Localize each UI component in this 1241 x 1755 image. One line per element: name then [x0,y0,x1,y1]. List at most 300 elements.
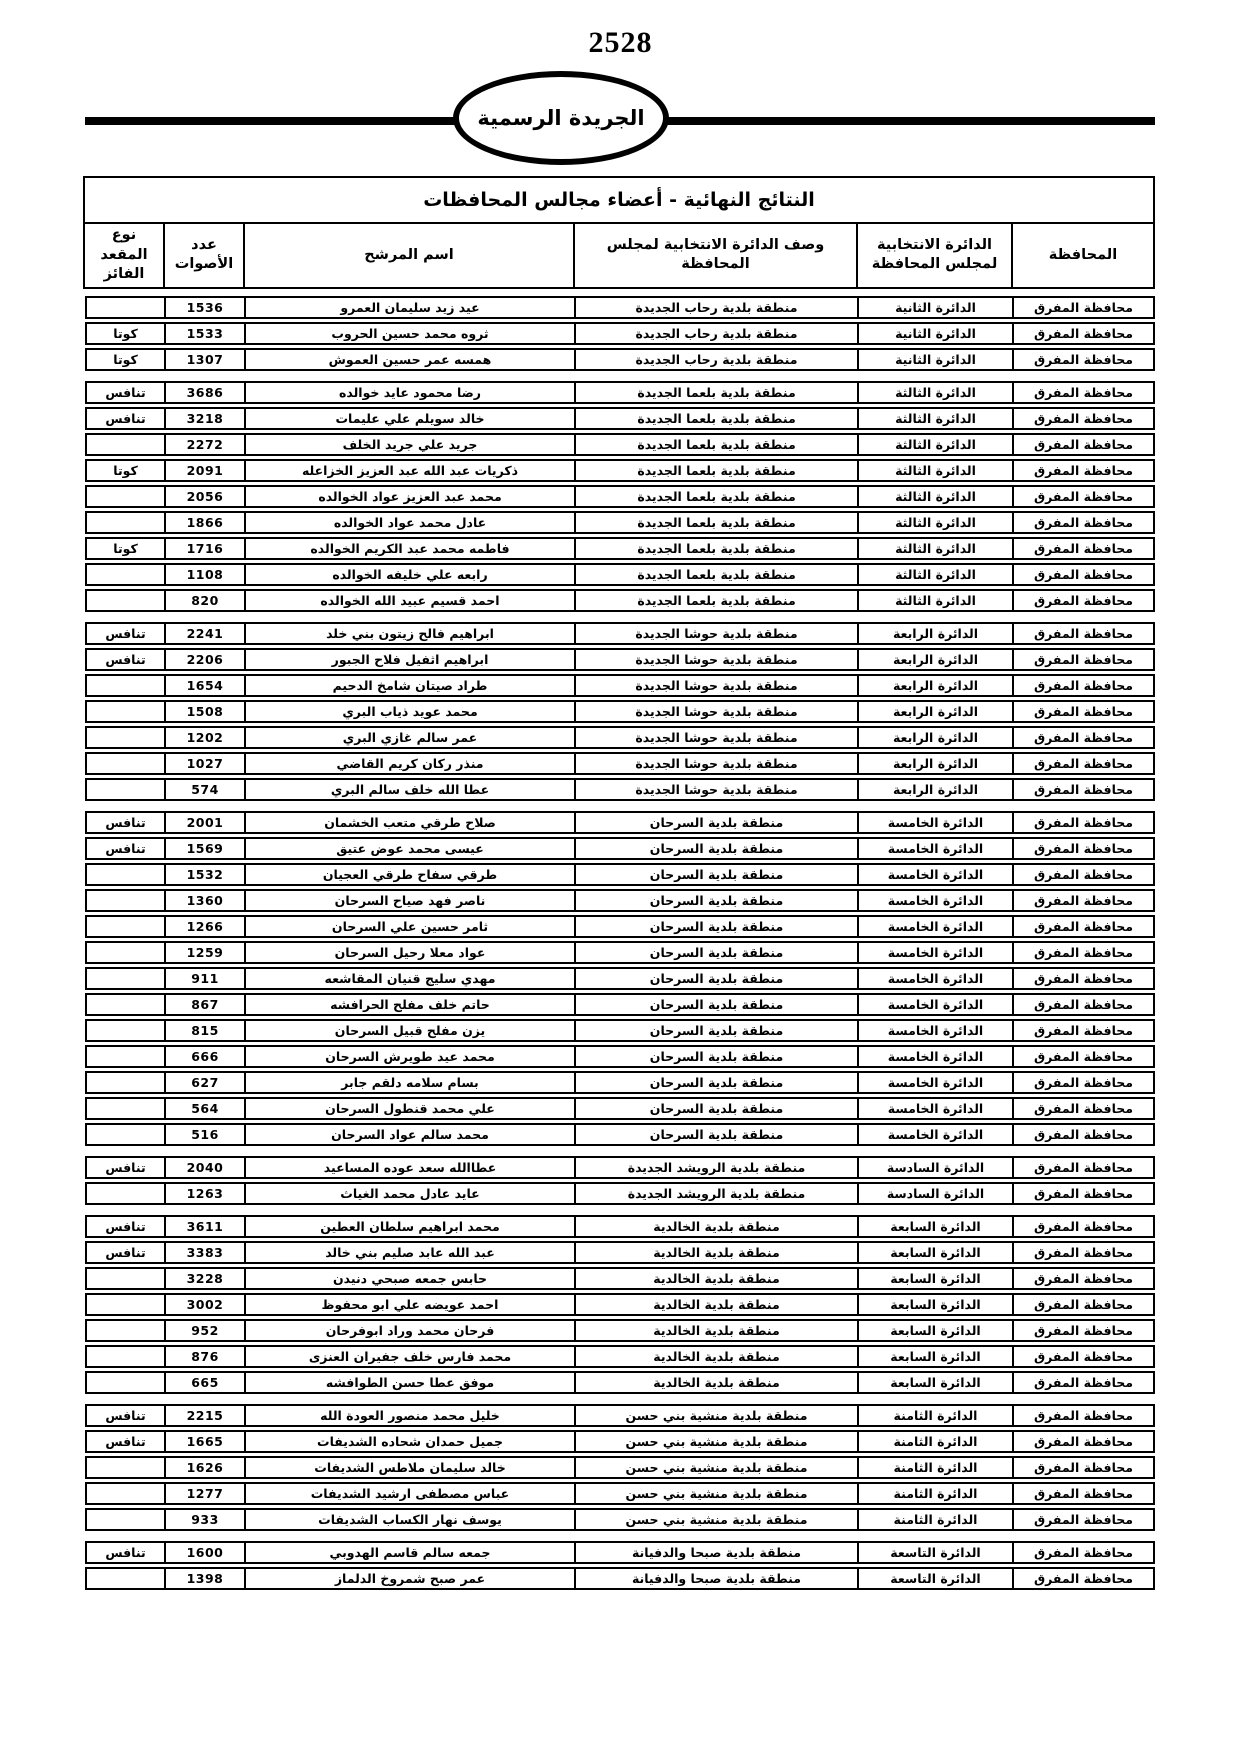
cell-votes: 666 [165,1045,245,1068]
cell-district-description: منطقة بلدية بلعما الجديدة [575,511,858,534]
cell-governorate: محافظة المفرق [1013,1482,1155,1505]
page-number: 2528 [588,26,653,59]
candidate-row [85,563,1155,586]
candidate-row [85,1567,1155,1590]
cell-district-description: منطقة بلدية حوشا الجديدة [575,648,858,671]
cell-district: الدائرة الخامسة [858,967,1013,990]
cell-votes: 1202 [165,726,245,749]
candidate-row [85,1482,1155,1505]
cell-votes: 2001 [165,811,245,834]
cell-seat-type: تنافس [85,622,165,645]
candidate-row [85,1404,1155,1427]
cell-seat-type: تنافس [85,381,165,404]
cell-candidate-name: طرقي سفاح طرقي العجيان [245,863,575,886]
cell-seat-type [85,1567,165,1590]
cell-seat-type [85,752,165,775]
cell-governorate: محافظة المفرق [1013,863,1155,886]
cell-candidate-name: يزن مفلح قبيل السرحان [245,1019,575,1042]
cell-district-description: منطقة بلدية بلعما الجديدة [575,537,858,560]
cell-district-description: منطقة بلدية منشية بني حسن [575,1482,858,1505]
cell-district-description: منطقة بلدية بلعما الجديدة [575,407,858,430]
cell-district-description: منطقة بلدية بلعما الجديدة [575,433,858,456]
cell-candidate-name: محمد عويد ذياب البري [245,700,575,723]
cell-seat-type [85,1071,165,1094]
candidate-row [85,1071,1155,1094]
cell-district: الدائرة الرابعة [858,648,1013,671]
cell-seat-type [85,511,165,534]
candidate-row [85,674,1155,697]
cell-votes: 1263 [165,1182,245,1205]
cell-district: الدائرة الخامسة [858,811,1013,834]
cell-votes: 665 [165,1371,245,1394]
cell-district: الدائرة التاسعة [858,1541,1013,1564]
cell-seat-type [85,778,165,801]
cell-governorate: محافظة المفرق [1013,381,1155,404]
cell-seat-type [85,1482,165,1505]
cell-votes: 1654 [165,674,245,697]
cell-seat-type: تنافس [85,648,165,671]
cell-seat-type: كوتا [85,537,165,560]
cell-candidate-name: خليل محمد منصور العودة الله [245,1404,575,1427]
candidate-row [85,1430,1155,1453]
cell-votes: 911 [165,967,245,990]
cell-votes: 876 [165,1345,245,1368]
cell-seat-type [85,1267,165,1290]
cell-votes: 1108 [165,563,245,586]
candidate-row [85,1097,1155,1120]
cell-candidate-name: احمد عويضه علي ابو محفوظ [245,1293,575,1316]
cell-seat-type [85,1345,165,1368]
cell-governorate: محافظة المفرق [1013,459,1155,482]
cell-votes: 3218 [165,407,245,430]
cell-governorate: محافظة المفرق [1013,537,1155,560]
cell-district-description: منطقة بلدية بلعما الجديدة [575,485,858,508]
cell-governorate: محافظة المفرق [1013,1371,1155,1394]
cell-candidate-name: رضا محمود عايد خوالده [245,381,575,404]
cell-votes: 564 [165,1097,245,1120]
candidate-row [85,1156,1155,1179]
cell-candidate-name: ناصر فهد صياح السرحان [245,889,575,912]
cell-district-description: منطقة بلدية حوشا الجديدة [575,622,858,645]
cell-votes: 1508 [165,700,245,723]
column-header-candidate: اسم المرشح [244,223,574,288]
cell-governorate: محافظة المفرق [1013,589,1155,612]
cell-district: الدائرة الثالثة [858,381,1013,404]
cell-district-description: منطقة بلدية السرحان [575,811,858,834]
cell-district: الدائرة الثالثة [858,563,1013,586]
cell-seat-type [85,1182,165,1205]
cell-seat-type: تنافس [85,811,165,834]
cell-votes: 1360 [165,889,245,912]
cell-seat-type [85,563,165,586]
cell-district: الدائرة الثامنة [858,1508,1013,1531]
cell-governorate: محافظة المفرق [1013,700,1155,723]
cell-votes: 1665 [165,1430,245,1453]
cell-district-description: منطقة بلدية حوشا الجديدة [575,726,858,749]
cell-governorate: محافظة المفرق [1013,1541,1155,1564]
cell-seat-type [85,1293,165,1316]
cell-governorate: محافظة المفرق [1013,348,1155,371]
district-group [85,1153,1155,1208]
candidate-row [85,348,1155,371]
column-header-governorate: المحافظة [1012,223,1154,288]
cell-district: الدائرة السابعة [858,1267,1013,1290]
cell-district-description: منطقة بلدية صبحا والدفيانة [575,1567,858,1590]
candidate-row [85,511,1155,534]
cell-candidate-name: بسام سلامه دلقم جابر [245,1071,575,1094]
cell-candidate-name: محمد فارس خلف جفيران العنزى [245,1345,575,1368]
cell-district: الدائرة الرابعة [858,700,1013,723]
cell-seat-type: كوتا [85,322,165,345]
cell-seat-type [85,485,165,508]
cell-governorate: محافظة المفرق [1013,322,1155,345]
cell-candidate-name: عطا الله خلف سالم البري [245,778,575,801]
cell-district: الدائرة السابعة [858,1319,1013,1342]
cell-governorate: محافظة المفرق [1013,1123,1155,1146]
cell-district: الدائرة السادسة [858,1156,1013,1179]
cell-candidate-name: عبد الله عابد صليم بني خالد [245,1241,575,1264]
cell-district: الدائرة الخامسة [858,889,1013,912]
cell-district: الدائرة الرابعة [858,752,1013,775]
candidate-row [85,1241,1155,1264]
cell-district-description: منطقة بلدية رحاب الجديدة [575,296,858,319]
district-group [85,619,1155,804]
cell-seat-type [85,1019,165,1042]
cell-district: الدائرة الرابعة [858,726,1013,749]
cell-governorate: محافظة المفرق [1013,407,1155,430]
cell-governorate: محافظة المفرق [1013,674,1155,697]
cell-governorate: محافظة المفرق [1013,1430,1155,1453]
cell-district-description: منطقة بلدية السرحان [575,1045,858,1068]
cell-governorate: محافظة المفرق [1013,915,1155,938]
candidate-row [85,700,1155,723]
cell-district-description: منطقة بلدية الخالدية [575,1371,858,1394]
cell-seat-type [85,296,165,319]
candidate-row [85,967,1155,990]
column-header-district: الدائرة الانتخابية لمجلس المحافظة [857,223,1012,288]
candidate-row [85,993,1155,1016]
cell-district-description: منطقة بلدية منشية بني حسن [575,1430,858,1453]
cell-district: الدائرة السابعة [858,1345,1013,1368]
cell-seat-type [85,1508,165,1531]
cell-candidate-name: عطاالله سعد عوده المساعيد [245,1156,575,1179]
district-group [85,1401,1155,1534]
cell-candidate-name: يوسف نهار الكساب الشديفات [245,1508,575,1531]
cell-candidate-name: رابعه علي خليفه الخوالده [245,563,575,586]
cell-votes: 1536 [165,296,245,319]
cell-seat-type [85,863,165,886]
cell-seat-type [85,589,165,612]
cell-governorate: محافظة المفرق [1013,1267,1155,1290]
cell-district: الدائرة التاسعة [858,1567,1013,1590]
cell-governorate: محافظة المفرق [1013,1293,1155,1316]
cell-district-description: منطقة بلدية السرحان [575,1071,858,1094]
cell-seat-type: تنافس [85,1430,165,1453]
candidate-row [85,1371,1155,1394]
cell-votes: 1569 [165,837,245,860]
cell-votes: 3686 [165,381,245,404]
cell-candidate-name: عمر سالم غازي البري [245,726,575,749]
cell-district-description: منطقة بلدية الرويشد الجديدة [575,1182,858,1205]
results-table-header [83,176,1155,289]
cell-candidate-name: عواد معلا رحيل السرحان [245,941,575,964]
cell-candidate-name: عيسى محمد عوض عتيق [245,837,575,860]
cell-governorate: محافظة المفرق [1013,1019,1155,1042]
cell-district: الدائرة الرابعة [858,674,1013,697]
cell-votes: 3002 [165,1293,245,1316]
column-header-votes: عدد الأصوات [164,223,244,288]
cell-seat-type: تنافس [85,837,165,860]
candidate-row [85,381,1155,404]
candidate-row [85,622,1155,645]
cell-candidate-name: موفق عطا حسن الطوافشه [245,1371,575,1394]
candidate-row [85,1541,1155,1564]
table-title-row [84,177,1154,223]
cell-candidate-name: مهدي سليج قنيان المقاشعه [245,967,575,990]
cell-district-description: منطقة بلدية رحاب الجديدة [575,322,858,345]
cell-votes: 3383 [165,1241,245,1264]
cell-district-description: منطقة بلدية السرحان [575,941,858,964]
cell-governorate: محافظة المفرق [1013,648,1155,671]
cell-seat-type: تنافس [85,407,165,430]
cell-governorate: محافظة المفرق [1013,1567,1155,1590]
cell-district: الدائرة الرابعة [858,622,1013,645]
cell-district-description: منطقة بلدية الخالدية [575,1215,858,1238]
cell-votes: 1259 [165,941,245,964]
cell-district: الدائرة الثالثة [858,407,1013,430]
cell-governorate: محافظة المفرق [1013,837,1155,860]
cell-votes: 3228 [165,1267,245,1290]
cell-votes: 1277 [165,1482,245,1505]
cell-votes: 2241 [165,622,245,645]
masthead [85,68,1155,178]
cell-seat-type [85,674,165,697]
cell-district: الدائرة الثامنة [858,1456,1013,1479]
column-header-row [84,223,1154,288]
cell-votes: 933 [165,1508,245,1531]
candidate-row [85,296,1155,319]
cell-district-description: منطقة بلدية الخالدية [575,1267,858,1290]
cell-votes: 952 [165,1319,245,1342]
cell-district: الدائرة الخامسة [858,863,1013,886]
cell-candidate-name: جريد علي جريد الخلف [245,433,575,456]
cell-seat-type [85,967,165,990]
cell-district: الدائرة الثالثة [858,433,1013,456]
candidate-row [85,537,1155,560]
cell-district-description: منطقة بلدية الخالدية [575,1293,858,1316]
candidate-row [85,1456,1155,1479]
candidate-row [85,863,1155,886]
cell-candidate-name: منذر ركان كريم القاضي [245,752,575,775]
cell-seat-type: تنافس [85,1404,165,1427]
cell-seat-type [85,1123,165,1146]
cell-candidate-name: محمد عبد العزيز عواد الخوالده [245,485,575,508]
cell-votes: 1866 [165,511,245,534]
cell-seat-type: تنافس [85,1541,165,1564]
cell-governorate: محافظة المفرق [1013,1097,1155,1120]
cell-governorate: محافظة المفرق [1013,1456,1155,1479]
cell-candidate-name: محمد عيد طويرش السرحان [245,1045,575,1068]
cell-seat-type [85,889,165,912]
cell-votes: 2206 [165,648,245,671]
cell-seat-type [85,993,165,1016]
candidate-row [85,889,1155,912]
cell-candidate-name: طراد صيتان شامخ الدحيم [245,674,575,697]
candidate-row [85,1123,1155,1146]
cell-candidate-name: عباس مصطفى ارشيد الشديفات [245,1482,575,1505]
cell-seat-type [85,700,165,723]
column-header-seat-type: نوع المقعد الفائز [84,223,164,288]
candidate-row [85,459,1155,482]
cell-district-description: منطقة بلدية بلعما الجديدة [575,381,858,404]
cell-district-description: منطقة بلدية الرويشد الجديدة [575,1156,858,1179]
cell-district-description: منطقة بلدية السرحان [575,993,858,1016]
cell-district-description: منطقة بلدية الخالدية [575,1345,858,1368]
cell-seat-type [85,1097,165,1120]
cell-district: الدائرة السادسة [858,1182,1013,1205]
cell-governorate: محافظة المفرق [1013,967,1155,990]
cell-governorate: محافظة المفرق [1013,1215,1155,1238]
cell-candidate-name: فاطمه محمد عبد الكريم الخوالده [245,537,575,560]
cell-votes: 1398 [165,1567,245,1590]
cell-district-description: منطقة بلدية السرحان [575,915,858,938]
cell-votes: 815 [165,1019,245,1042]
cell-governorate: محافظة المفرق [1013,993,1155,1016]
candidate-row [85,485,1155,508]
cell-candidate-name: عمر صبح شمروخ الدلماز [245,1567,575,1590]
cell-district: الدائرة الثالثة [858,485,1013,508]
candidate-row [85,1345,1155,1368]
cell-governorate: محافظة المفرق [1013,778,1155,801]
cell-district: الدائرة الثالثة [858,537,1013,560]
cell-district: الدائرة الخامسة [858,941,1013,964]
cell-votes: 1307 [165,348,245,371]
cell-governorate: محافظة المفرق [1013,1508,1155,1531]
cell-district-description: منطقة بلدية السرحان [575,837,858,860]
candidate-row [85,1215,1155,1238]
cell-governorate: محافظة المفرق [1013,1241,1155,1264]
cell-seat-type [85,1371,165,1394]
district-group [85,808,1155,1149]
cell-district-description: منطقة بلدية بلعما الجديدة [575,563,858,586]
cell-district: الدائرة السابعة [858,1293,1013,1316]
cell-votes: 1266 [165,915,245,938]
candidate-row [85,837,1155,860]
candidate-row [85,941,1155,964]
cell-candidate-name: عيد زيد سليمان العمرو [245,296,575,319]
cell-candidate-name: فرحان محمد وراد ابوفرحان [245,1319,575,1342]
cell-governorate: محافظة المفرق [1013,1182,1155,1205]
column-header-district-description: وصف الدائرة الانتخابية لمجلس المحافظة [574,223,857,288]
cell-district-description: منطقة بلدية منشية بني حسن [575,1508,858,1531]
cell-votes: 2272 [165,433,245,456]
candidate-row [85,726,1155,749]
cell-district-description: منطقة بلدية الخالدية [575,1319,858,1342]
cell-candidate-name: ثامر حسين علي السرحان [245,915,575,938]
cell-governorate: محافظة المفرق [1013,811,1155,834]
candidate-row [85,915,1155,938]
cell-candidate-name: عادل محمد عواد الخوالده [245,511,575,534]
district-group [85,1212,1155,1397]
results-table [85,176,1155,1593]
cell-votes: 1626 [165,1456,245,1479]
cell-district: الدائرة الثانية [858,322,1013,345]
cell-district-description: منطقة بلدية حوشا الجديدة [575,778,858,801]
cell-district-description: منطقة بلدية رحاب الجديدة [575,348,858,371]
cell-seat-type [85,941,165,964]
cell-candidate-name: خالد سويلم علي عليمات [245,407,575,430]
cell-candidate-name: ذكريات عبد الله عبد العزيز الخزاعله [245,459,575,482]
cell-votes: 1027 [165,752,245,775]
cell-governorate: محافظة المفرق [1013,433,1155,456]
candidate-row [85,1045,1155,1068]
gazette-seal [453,71,669,165]
cell-candidate-name: ابراهيم فالح زيتون بني خلد [245,622,575,645]
cell-seat-type [85,1045,165,1068]
cell-votes: 516 [165,1123,245,1146]
cell-district: الدائرة السابعة [858,1371,1013,1394]
cell-district: الدائرة الثامنة [858,1430,1013,1453]
cell-governorate: محافظة المفرق [1013,1404,1155,1427]
cell-district: الدائرة السابعة [858,1215,1013,1238]
candidate-row [85,1508,1155,1531]
cell-governorate: محافظة المفرق [1013,622,1155,645]
cell-candidate-name: ثروه محمد حسين الحروب [245,322,575,345]
cell-candidate-name: علي محمد قنطول السرحان [245,1097,575,1120]
cell-votes: 1600 [165,1541,245,1564]
cell-district-description: منطقة بلدية السرحان [575,967,858,990]
cell-seat-type: تنافس [85,1241,165,1264]
candidate-row [85,407,1155,430]
district-group [85,378,1155,615]
cell-candidate-name: حابس جمعه صبحي دنيدن [245,1267,575,1290]
cell-district-description: منطقة بلدية السرحان [575,1123,858,1146]
candidate-row [85,752,1155,775]
cell-candidate-name: جمعه سالم قاسم الهدوبي [245,1541,575,1564]
cell-district-description: منطقة بلدية منشية بني حسن [575,1404,858,1427]
cell-district: الدائرة الثالثة [858,459,1013,482]
cell-seat-type [85,915,165,938]
cell-seat-type [85,726,165,749]
gazette-name: الجريدة الرسمية [477,106,645,130]
cell-district: الدائرة الخامسة [858,1123,1013,1146]
cell-governorate: محافظة المفرق [1013,1071,1155,1094]
cell-district: الدائرة السابعة [858,1241,1013,1264]
cell-district-description: منطقة بلدية بلعما الجديدة [575,459,858,482]
cell-seat-type: كوتا [85,459,165,482]
cell-candidate-name: احمد قسيم عبيد الله الخوالده [245,589,575,612]
district-group [85,293,1155,374]
cell-votes: 867 [165,993,245,1016]
table-title: النتائج النهائية - أعضاء مجالس المحافظات [84,177,1154,223]
cell-district: الدائرة الثامنة [858,1404,1013,1427]
cell-governorate: محافظة المفرق [1013,1045,1155,1068]
candidate-row [85,1182,1155,1205]
cell-votes: 574 [165,778,245,801]
cell-governorate: محافظة المفرق [1013,1156,1155,1179]
cell-district: الدائرة الثالثة [858,511,1013,534]
cell-candidate-name: محمد ابراهيم سلطان العطين [245,1215,575,1238]
cell-candidate-name: همسه عمر حسين العموش [245,348,575,371]
cell-governorate: محافظة المفرق [1013,485,1155,508]
cell-votes: 1716 [165,537,245,560]
district-group [85,1538,1155,1593]
candidate-row [85,322,1155,345]
cell-district: الدائرة الخامسة [858,1097,1013,1120]
cell-governorate: محافظة المفرق [1013,1319,1155,1342]
cell-governorate: محافظة المفرق [1013,511,1155,534]
cell-governorate: محافظة المفرق [1013,563,1155,586]
